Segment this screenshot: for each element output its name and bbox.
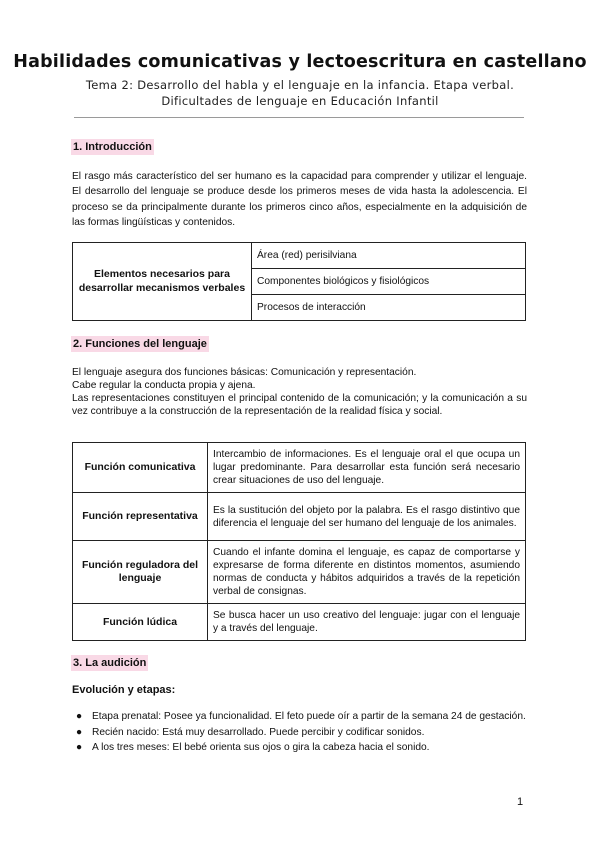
function-description: Se busca hacer un uso creativo del lenguaje: jugar con el lenguaje y a través del lenguaje. <box>208 604 526 641</box>
bullet-icon: ● <box>76 726 83 738</box>
function-label: Función comunicativa <box>73 443 208 493</box>
table-row <box>73 493 526 541</box>
header-divider <box>74 117 524 118</box>
section-heading-introduccion: 1. Introducción <box>73 141 152 153</box>
function-description: Intercambio de informaciones. Es el lenguaje oral el que ocupa un lugar predominante. Para desarrollar esta función será necesario crear situaciones de uso del lenguaje. <box>208 443 526 493</box>
list-item <box>72 741 532 755</box>
bullet-icon: ● <box>76 742 83 753</box>
elements-table <box>72 242 526 321</box>
bullet-icon: ● <box>76 711 83 722</box>
page-number: 1 <box>517 796 524 808</box>
table-row <box>73 443 526 493</box>
document-subtitle-line1: Tema 2: Desarrollo del habla y el lenguaje en la infancia. Etapa verbal. <box>85 78 515 92</box>
funciones-line1: El lenguaje asegura dos funciones básicas: Comunicación y representación. <box>72 367 417 378</box>
document-title: Habilidades comunicativas y lectoescritura en castellano <box>13 52 587 72</box>
funciones-line3: Las representaciones constituyen el principal contenido de la comunicación; y la comunicación a su vez contribuye a la construcción de la representación de la realidad física y social. <box>72 393 527 417</box>
list-item-text: Recién nacido: Está muy desarrollado. Puede percibir y codificar sonidos. <box>92 726 425 738</box>
function-description: Es la sustitución del objeto por la palabra. Es el rasgo distintivo que diferencia el lenguaje del ser humano del lenguaje de los animales. <box>208 493 526 541</box>
audicion-subheading: Evolución y etapas: <box>72 684 176 696</box>
elements-table-item: Componentes biológicos y fisiológicos <box>252 269 526 295</box>
list-item <box>72 710 532 724</box>
functions-table <box>72 442 526 641</box>
section-heading-audicion: 3. La audición <box>73 657 147 669</box>
document-subtitle-line2: Dificultades de lenguaje en Educación Infantil <box>161 94 439 108</box>
section-heading-funciones: 2. Funciones del lenguaje <box>73 338 207 350</box>
list-item <box>72 726 532 740</box>
table-row <box>73 604 526 641</box>
elements-table-item: Procesos de interacción <box>252 295 526 321</box>
funciones-line2: Cabe regular la conducta propia y ajena. <box>72 380 256 391</box>
function-label: Función representativa <box>73 493 208 541</box>
list-item-text: A los tres meses: El bebé orienta sus ojos o gira la cabeza hacia el sonido. <box>92 742 430 753</box>
function-description: Cuando el infante domina el lenguaje, es capaz de comportarse y expresarse de forma diferente en distintos momentos, asumiendo normas de conducta y hábitos adquiridos a través de la repetición verbal de consignas. <box>208 541 526 604</box>
elements-table-label: Elementos necesarios para desarrollar mecanismos verbales <box>73 243 252 321</box>
function-label: Función lúdica <box>73 604 208 641</box>
audicion-list <box>72 710 532 757</box>
function-label: Función reguladora del lenguaje <box>73 541 208 604</box>
elements-table-item: Área (red) perisilviana <box>252 243 526 269</box>
intro-paragraph: El rasgo más característico del ser humano es la capacidad para comprender y utilizar el lenguaje. El desarrollo del lenguaje se produce desde los primeros meses de vida hasta la adolescencia. El proceso se da principalmente durante los primeros cinco años, especialmente en la adquisición de las formas lingüísticas y contenidos. <box>72 171 527 228</box>
table-row <box>73 541 526 604</box>
list-item-text: Etapa prenatal: Posee ya funcionalidad. El feto puede oír a partir de la semana 24 de gestación. <box>92 711 526 722</box>
